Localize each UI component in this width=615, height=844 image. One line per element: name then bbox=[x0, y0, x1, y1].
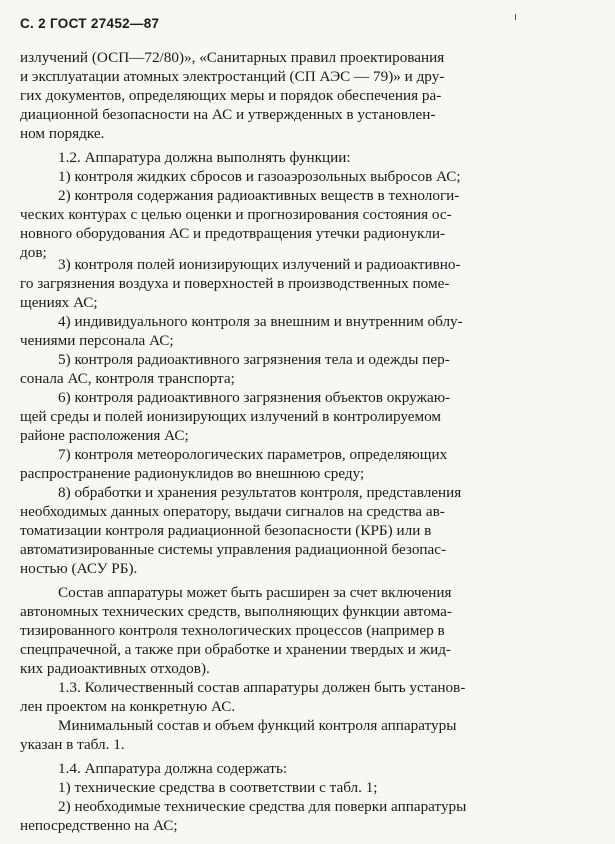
text-line: диационной безопасности на АС и утвержденных в установлен- bbox=[20, 106, 436, 123]
text-line: 3) контроля полей ионизирующих излучений и радиоактивно- bbox=[58, 256, 461, 273]
text-line: ном порядке. bbox=[20, 125, 105, 142]
text-line: новного оборудования АС и предотвращения утечки радионукли- bbox=[20, 225, 446, 242]
text-line: непосредственно на АС; bbox=[20, 817, 178, 834]
text-line: распространение радионуклидов во внешнюю среду; bbox=[20, 465, 365, 482]
text-line: дов; bbox=[20, 244, 47, 261]
text-line: необходимых данных оператору, выдачи сигналов на средства ав- bbox=[20, 503, 445, 520]
text-line: 1) контроля жидких сбросов и газоаэрозольных выбросов АС; bbox=[58, 168, 461, 185]
text-line: Состав аппаратуры может быть расширен за счет включения bbox=[58, 584, 452, 601]
text-line: 2) контроля содержания радиоактивных веществ в технологи- bbox=[58, 187, 460, 204]
text-line: и эксплуатации атомных электростанций (СП АЭС — 79)» и дру- bbox=[20, 68, 445, 85]
text-line: 1.2. Аппаратура должна выполнять функции: bbox=[58, 149, 351, 166]
page-header: С. 2 ГОСТ 27452—87 bbox=[20, 16, 160, 31]
text-line: автономных технических средств, выполняющих функции автома- bbox=[20, 603, 452, 620]
text-line: автоматизированные системы управления радиационной безопас- bbox=[20, 541, 447, 558]
text-line: сонала АС, контроля транспорта; bbox=[20, 370, 235, 387]
text-line: лен проектом на конкретную АС. bbox=[20, 698, 236, 715]
text-line: излучений (ОСП—72/80)», «Санитарных правил проектирования bbox=[20, 49, 445, 66]
text-line: 1.4. Аппаратура должна содержать: bbox=[58, 760, 288, 777]
text-line: ческих контурах с целью оценки и прогнозирования состояния ос- bbox=[20, 206, 452, 223]
text-line: щениях АС; bbox=[20, 294, 98, 311]
scan-mark bbox=[515, 14, 516, 20]
text-line: 8) обработки и хранения результатов контроля, представления bbox=[58, 484, 462, 501]
text-line: 7) контроля метеорологических параметров, определяющих bbox=[58, 446, 448, 463]
text-line: 1) технические средства в соответствии с табл. 1; bbox=[58, 779, 378, 796]
text-line: го загрязнения воздуха и поверхностей в производственных поме- bbox=[20, 275, 450, 292]
text-line: 6) контроля радиоактивного загрязнения объектов окружаю- bbox=[58, 389, 451, 406]
text-line: томатизации контроля радиационной безопасности (КРБ) или в bbox=[20, 522, 432, 539]
text-line: Минимальный состав и объем функций контроля аппаратуры bbox=[58, 717, 457, 734]
text-line: указан в табл. 1. bbox=[20, 736, 125, 753]
text-line: ких радиоактивных отходов). bbox=[20, 660, 210, 677]
text-line: ностью (АСУ РБ). bbox=[20, 560, 138, 577]
text-line: спецпрачечной, а также при обработке и хранении твердых и жид- bbox=[20, 641, 451, 658]
text-line: районе расположения АС; bbox=[20, 427, 189, 444]
text-line: гих документов, определяющих меры и порядок обеспечения ра- bbox=[20, 87, 442, 104]
text-line: чениями персонала АС; bbox=[20, 332, 174, 349]
text-line: щей среды и полей ионизирующих излучений в контролируемом bbox=[20, 408, 442, 425]
text-line: 1.3. Количественный состав аппаратуры должен быть установ- bbox=[58, 679, 466, 696]
text-line: 2) необходимые технические средства для поверки аппаратуры bbox=[58, 798, 467, 815]
text-line: тизированного контроля технологических процессов (например в bbox=[20, 622, 445, 639]
text-line: 4) индивидуального контроля за внешним и внутренним облу- bbox=[58, 313, 463, 330]
text-line: 5) контроля радиоактивного загрязнения тела и одежды пер- bbox=[58, 351, 450, 368]
